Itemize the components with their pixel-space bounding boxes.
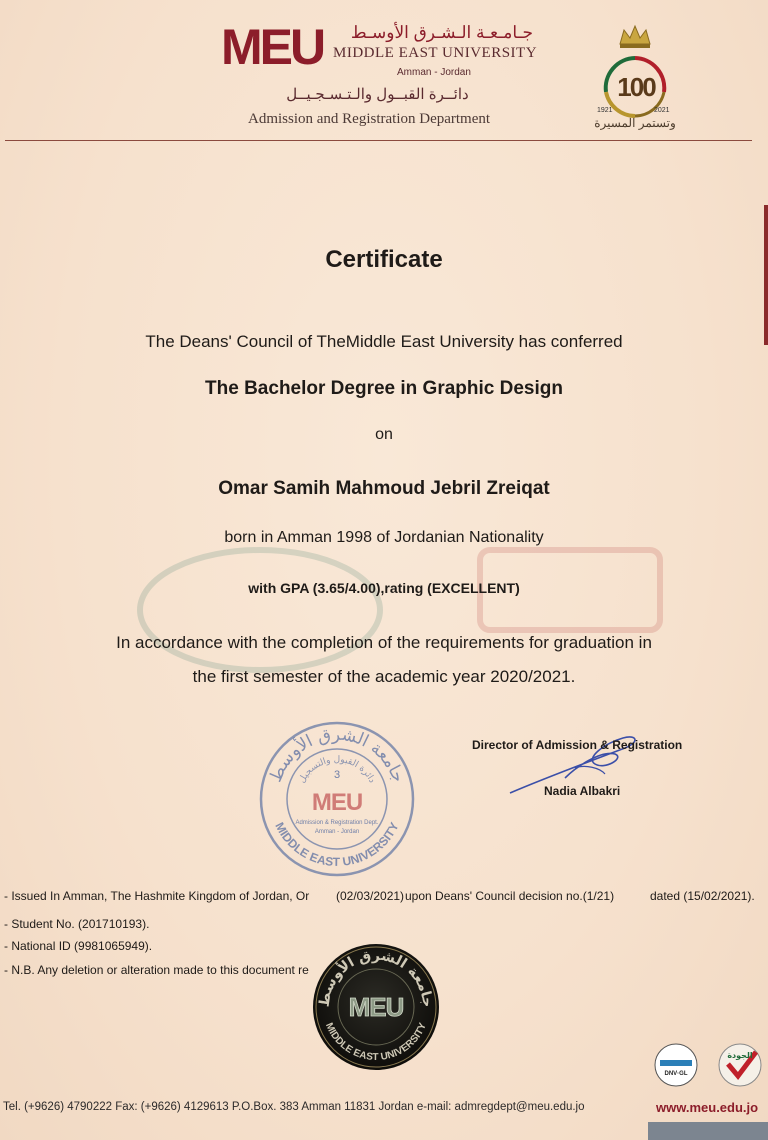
header-divider <box>5 140 752 141</box>
svg-text:MIDDLE EAST UNIVERSITY: MIDDLE EAST UNIVERSITY <box>272 819 402 870</box>
university-name-english: MIDDLE EAST UNIVERSITY <box>333 45 538 61</box>
signatory-name: Nadia Albakri <box>544 784 621 798</box>
meu-logo-text: MEU <box>221 19 324 75</box>
svg-text:الجودة: الجودة <box>727 1051 753 1060</box>
gpa-statement: with GPA (3.65/4.00),rating (EXCELLENT) <box>248 580 520 596</box>
decision-date: dated (15/02/2021). <box>650 889 755 903</box>
footer-website: www.meu.edu.jo <box>656 1100 759 1115</box>
department-name-arabic: دائــرة القبــول والـتـسـجـيــل <box>286 86 469 103</box>
on-text: on <box>375 426 393 443</box>
svg-text:1921: 1921 <box>597 107 613 114</box>
issue-date: (02/03/2021) <box>336 889 405 903</box>
official-stamp <box>258 720 416 878</box>
certificate-title: Certificate <box>325 246 443 273</box>
footer-contact: Tel. (+9626) 4790222 Fax: (+9626) 4129613 P.O.Box. 383 Amman 11831 Jordan e-mail: admregdept@meu.edu.jo <box>3 1101 585 1113</box>
department-name-english: Admission and Registration Department <box>248 111 491 127</box>
svg-text:MEU: MEU <box>348 992 404 1022</box>
degree-name: The Bachelor Degree in Graphic Design <box>205 378 563 399</box>
decision-note: upon Deans' Council decision no.(1/21) <box>405 889 615 903</box>
svg-text:2021: 2021 <box>654 107 670 114</box>
svg-text:جامعة الشرق الأوسط: جامعة الشرق الأوسط <box>265 724 409 786</box>
national-id: - National ID (9981065949). <box>4 939 153 953</box>
university-logo <box>221 19 541 82</box>
svg-text:دائرة القبول والتسجيل: دائرة القبول والتسجيل <box>297 754 377 785</box>
svg-text:MIDDLE EAST UNIVERSITY: MIDDLE EAST UNIVERSITY <box>323 1021 429 1064</box>
edge-strip <box>764 205 768 345</box>
svg-text:جامعة الشرق الأوسط: جامعة الشرق الأوسط <box>316 947 436 1009</box>
recipient-name: Omar Samih Mahmoud Jebril Zreiqat <box>218 478 550 499</box>
svg-text:3: 3 <box>333 769 341 781</box>
scan-edge <box>648 1122 768 1140</box>
certification-badges <box>652 1040 764 1090</box>
svg-text:MEU: MEU <box>311 789 363 816</box>
conferred-statement: The Deans' Council of TheMiddle East University has conferred <box>145 332 623 351</box>
student-number: - Student No. (201710193). <box>4 917 150 931</box>
svg-text:Amman - Jordan: Amman - Jordan <box>314 829 360 835</box>
svg-text:Admission & Registration Dept.: Admission & Registration Dept. <box>295 820 379 826</box>
birth-statement: born in Amman 1998 of Jordanian Nationality <box>224 529 544 546</box>
svg-text:DNV·GL: DNV·GL <box>664 1071 688 1077</box>
university-location: Amman - Jordan <box>397 67 471 78</box>
university-name-arabic: جـامـعـة الـشـرق الأوسـط <box>350 23 533 42</box>
accordance-line-2: the first semester of the academic year 2020/2021. <box>192 667 576 686</box>
accordance-line-1: In accordance with the completion of the requirements for graduation in <box>116 633 652 652</box>
nb-note: - N.B. Any deletion or alteration made to this document re <box>4 963 309 977</box>
centennial-number: 100 <box>617 72 655 102</box>
centennial-motto: وتستمر المسيرة <box>594 116 676 130</box>
watermark-stamp-left <box>130 540 390 680</box>
issued-note: - Issued In Amman, The Hashmite Kingdom of Jordan, Or <box>4 889 310 903</box>
embossed-seal <box>311 942 441 1072</box>
signatory-role: Director of Admission & Registration <box>472 738 683 752</box>
centennial-emblem <box>592 22 678 132</box>
